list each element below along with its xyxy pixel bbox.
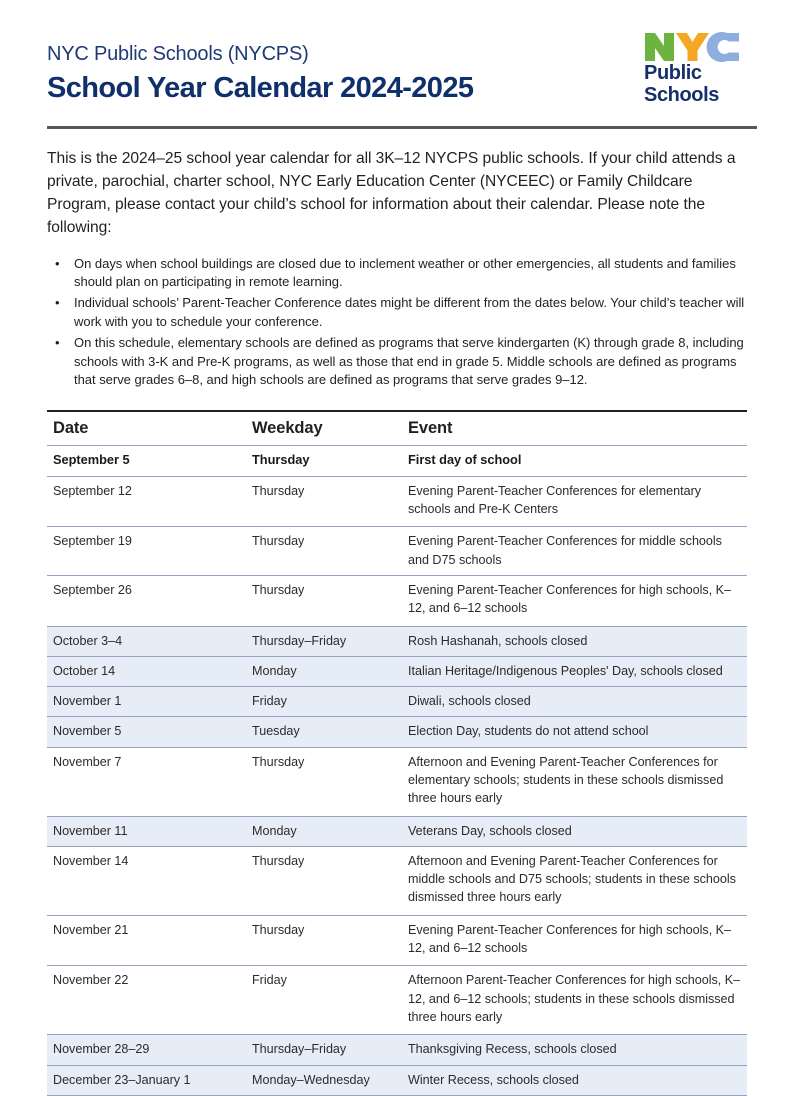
- logo-word-schools: Schools: [644, 84, 719, 106]
- cell-event: Afternoon and Evening Parent-Teacher Conferences for elementary schools; students in these schools dismissed three hours early: [402, 747, 747, 816]
- column-header-weekday: Weekday: [246, 411, 402, 446]
- table-row: [47, 1035, 747, 1065]
- cell-weekday: Thursday: [246, 915, 402, 966]
- cell-date: November 22: [47, 966, 246, 1035]
- calendar-table-body: [47, 446, 747, 1095]
- cell-weekday: Monday–Wednesday: [246, 1065, 402, 1095]
- table-row: [47, 915, 747, 966]
- cell-event: Winter Recess, schools closed: [402, 1065, 747, 1095]
- table-header-row: [47, 411, 747, 446]
- notes-list: [47, 255, 749, 390]
- cell-weekday: Thursday: [246, 476, 402, 527]
- note-item: [47, 334, 749, 389]
- organization-name: NYC Public Schools (NYCPS): [47, 43, 309, 65]
- header-divider: [47, 126, 757, 129]
- cell-event: Evening Parent-Teacher Conferences for middle schools and D75 schools: [402, 527, 747, 576]
- note-item: [47, 255, 749, 292]
- table-row: [47, 626, 747, 656]
- cell-date: November 14: [47, 846, 246, 915]
- intro-paragraph: This is the 2024–25 school year calendar for all 3K–12 NYCPS public schools. If your child attends a private, parochial, charter school, NYC Early Education Center (NYCEEC) or Family Childcare Program, please contact your child’s school for information about their calendar. Please note the following:: [47, 150, 736, 236]
- table-row: [47, 476, 747, 527]
- cell-weekday: Monday: [246, 656, 402, 686]
- table-row: [47, 446, 747, 476]
- logo-word-public: Public: [644, 62, 702, 84]
- cell-event: Rosh Hashanah, schools closed: [402, 626, 747, 656]
- table-row: [47, 687, 747, 717]
- cell-date: September 5: [47, 446, 246, 476]
- cell-weekday: Thursday: [246, 527, 402, 576]
- calendar-table-wrap: [47, 410, 747, 1095]
- cell-date: September 19: [47, 527, 246, 576]
- bullet-icon: •: [55, 255, 60, 271]
- cell-date: November 28–29: [47, 1035, 246, 1065]
- cell-weekday: Friday: [246, 687, 402, 717]
- header-title-block: [47, 42, 473, 106]
- cell-event: Afternoon and Evening Parent-Teacher Conferences for middle schools and D75 schools; students in these schools dismissed three hours early: [402, 846, 747, 915]
- cell-weekday: Tuesday: [246, 717, 402, 747]
- column-header-event: Event: [402, 411, 747, 446]
- cell-weekday: Thursday: [246, 747, 402, 816]
- cell-date: December 23–January 1: [47, 1065, 246, 1095]
- cell-event: Thanksgiving Recess, schools closed: [402, 1035, 747, 1065]
- cell-date: November 7: [47, 747, 246, 816]
- cell-weekday: Friday: [246, 966, 402, 1035]
- note-text: Individual schools’ Parent-Teacher Conference dates might be different from the dates below. Your child’s teacher will work with you to schedule your conference.: [74, 295, 745, 329]
- cell-event: First day of school: [402, 446, 747, 476]
- cell-date: November 5: [47, 717, 246, 747]
- table-row: [47, 656, 747, 686]
- column-header-date: Date: [47, 411, 246, 446]
- table-row: [47, 747, 747, 816]
- cell-weekday: Thursday: [246, 446, 402, 476]
- cell-date: September 26: [47, 575, 246, 626]
- cell-event: Veterans Day, schools closed: [402, 816, 747, 846]
- cell-date: November 11: [47, 816, 246, 846]
- nyc-logo-icon: [644, 32, 740, 62]
- note-text: On days when school buildings are closed due to inclement weather or other emergencies, all students and families should plan on participating in remote learning.: [74, 255, 736, 289]
- document-header: [47, 0, 744, 120]
- calendar-table: [47, 410, 747, 1095]
- table-row: [47, 846, 747, 915]
- cell-event: Diwali, schools closed: [402, 687, 747, 717]
- cell-date: November 21: [47, 915, 246, 966]
- cell-event: Evening Parent-Teacher Conferences for high schools, K–12, and 6–12 schools: [402, 575, 747, 626]
- bullet-icon: •: [55, 335, 60, 351]
- calendar-table-head: [47, 411, 747, 446]
- cell-date: October 3–4: [47, 626, 246, 656]
- cell-date: October 14: [47, 656, 246, 686]
- cell-date: November 1: [47, 687, 246, 717]
- table-row: [47, 527, 747, 576]
- cell-weekday: Thursday: [246, 846, 402, 915]
- cell-event: Afternoon Parent-Teacher Conferences for high schools, K–12, and 6–12 schools; students in these schools dismissed three hours early: [402, 966, 747, 1035]
- cell-event: Italian Heritage/Indigenous Peoples' Day, schools closed: [402, 656, 747, 686]
- nycps-logo: [644, 32, 744, 106]
- note-text: On this schedule, elementary schools are defined as programs that serve kindergarten (K) through grade 8, including schools with 3-K and Pre-K programs, as well as those that end in grade 5. Middle schools are defined as programs that serve grades 6–8, and high schools are defined as programs that serve grades 9–12.: [74, 335, 744, 388]
- note-item: [47, 294, 749, 331]
- bullet-icon: •: [55, 295, 60, 311]
- cell-date: September 12: [47, 476, 246, 527]
- page-title: School Year Calendar 2024-2025: [47, 72, 474, 104]
- table-row: [47, 816, 747, 846]
- cell-weekday: Thursday–Friday: [246, 626, 402, 656]
- cell-weekday: Thursday: [246, 575, 402, 626]
- cell-event: Evening Parent-Teacher Conferences for elementary schools and Pre-K Centers: [402, 476, 747, 527]
- table-row: [47, 575, 747, 626]
- cell-event: Election Day, students do not attend school: [402, 717, 747, 747]
- table-row: [47, 717, 747, 747]
- cell-event: Evening Parent-Teacher Conferences for high schools, K–12, and 6–12 schools: [402, 915, 747, 966]
- cell-weekday: Thursday–Friday: [246, 1035, 402, 1065]
- table-row: [47, 966, 747, 1035]
- table-row: [47, 1065, 747, 1095]
- cell-weekday: Monday: [246, 816, 402, 846]
